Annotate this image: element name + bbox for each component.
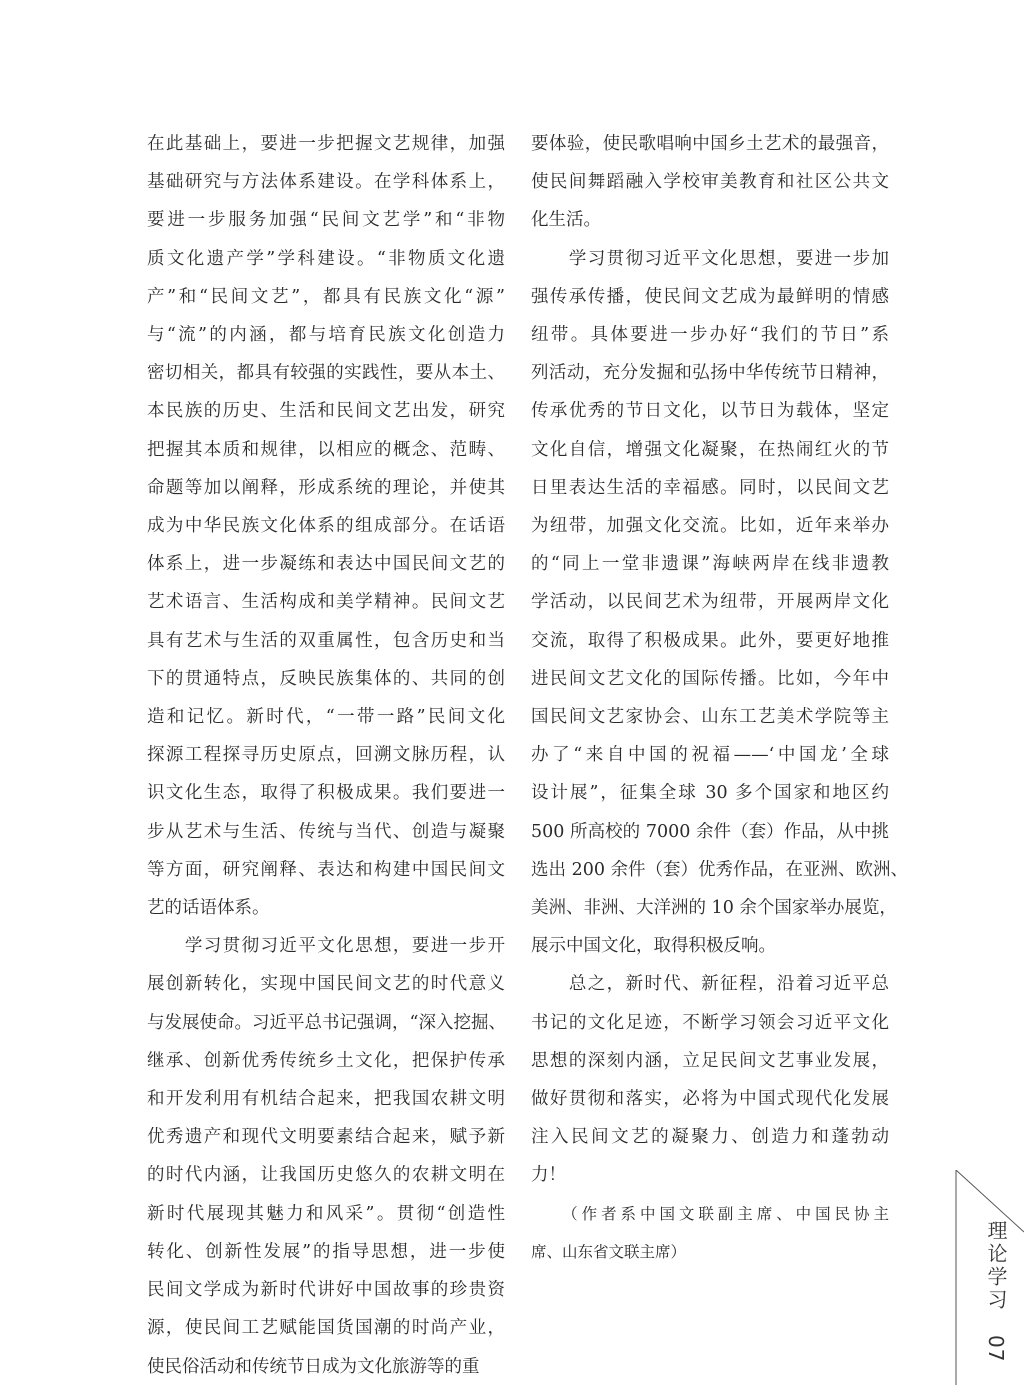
text-line: 继承、创新优秀传统乡土文化，把保护传承 [147,1050,505,1071]
text-line: 体系上，进一步凝练和表达中国民间文艺的 [147,554,505,575]
text-line: 要体验，使民歌唱响中国乡土艺术的最强音， [531,134,889,154]
author-byline-line: 席、山东省文联主席） [531,1242,687,1261]
text-line: 纽带。具体要进一步办好“我们的节日”系 [531,325,889,346]
text-line: 强传承传播，使民间文艺成为最鲜明的情感 [531,286,889,307]
text-line: 优秀遗产和现代文明要素结合起来，赋予新 [147,1127,505,1148]
text-line: 质文化遗产学”学科建设。“非物质文化遗 [147,248,505,269]
right-column [531,125,909,1271]
text-line: 造和记忆。新时代，“一带一路”民间文化 [147,707,505,728]
left-column [147,125,505,1386]
page-number: 07 [984,1335,1008,1363]
text-line: 办了“来自中国的祝福——‘中国龙’全球 [531,745,889,766]
text-line: 使民俗活动和传统节日成为文化旅游等的重 [147,1356,480,1377]
text-line: 识文化生态，取得了积极成果。我们要进一 [147,783,505,804]
text-line: 学习贯彻习近平文化思想，要进一步开 [147,936,505,957]
text-line: 思想的深刻内涵，立足民间文艺事业发展， [531,1050,889,1071]
text-line: 转化、创新性发展”的指导思想，进一步使 [147,1241,505,1262]
text-line: 学活动，以民间艺术为纽带，开展两岸文化 [531,592,889,613]
text-line: 学习贯彻习近平文化思想，要进一步加 [531,248,889,269]
text-line: 艺的话语体系。 [147,898,270,919]
text-line: 总之，新时代、新征程，沿着习近平总 [531,974,889,995]
text-line: 展创新转化，实现中国民间文艺的时代意义 [147,974,505,995]
text-line: 把握其本质和规律，以相应的概念、范畴、 [147,439,505,460]
text-line: 为纽带，加强文化交流。比如，近年来举办 [531,516,889,537]
text-line: 新时代展现其魅力和风采”。贯彻“创造性 [147,1203,505,1224]
text-line: 进民间文艺文化的国际传播。比如，今年中 [531,668,889,689]
text-line: 与发展使命。习近平总书记强调，“深入挖掘、 [147,1012,506,1033]
text-line: 传承优秀的节日文化，以节日为载体，坚定 [531,401,889,422]
text-line: 展示中国文化，取得积极反响。 [531,936,776,957]
text-line: 的“同上一堂非遗课”海峡两岸在线非遗教 [531,554,889,575]
text-line: 密切相关，都具有较强的实践性，要从本土、 [147,363,505,384]
text-line: 命题等加以阐释，形成系统的理论，并使其 [147,477,505,498]
text-line: 步从艺术与生活、传统与当代、创造与凝聚 [147,821,505,842]
text-line: 艺术语言、生活构成和美学精神。民间文艺 [147,592,505,613]
text-line: 注入民间文艺的凝聚力、创造力和蓬勃动 [531,1127,889,1148]
tab-label [971,1220,1011,1363]
text-line: 产”和“民间文艺”，都具有民族文化“源” [147,286,505,307]
author-byline-line: （作者系中国文联副主席、中国民协主 [531,1204,889,1223]
text-line: 具有艺术与生活的双重属性，包含历史和当 [147,630,505,651]
text-line: 基础研究与方法体系建设。在学科体系上， [147,172,505,193]
section-title: 理论学习 [984,1220,1008,1312]
text-line: 国民间文艺家协会、山东工艺美术学院等主 [531,707,889,728]
text-line: 本民族的历史、生活和民间文艺出发，研究 [147,401,505,422]
text-line: 等方面，研究阐释、表达和构建中国民间文 [147,859,505,880]
text-line: 源，使民间工艺赋能国货国潮的时尚产业， [147,1318,505,1339]
text-line: 和开发利用有机结合起来，把我国农耕文明 [147,1089,505,1110]
text-line: 设计展”，征集全球 30 多个国家和地区约 [531,783,889,804]
text-line: 列活动，充分发掘和弘扬中华传统节日精神， [531,363,889,384]
text-line: 做好贯彻和落实，必将为中国式现代化发展 [531,1089,889,1110]
text-line: 成为中华民族文化体系的组成部分。在话语 [147,516,505,537]
text-line: 日里表达生活的幸福感。同时，以民间文艺 [531,477,889,498]
text-line: 力！ [531,1165,566,1186]
text-line: 文化自信，增强文化凝聚，在热闹红火的节 [531,439,889,460]
text-line: 交流，取得了积极成果。此外，要更好地推 [531,630,889,651]
text-line: 书记的文化足迹，不断学习领会习近平文化 [531,1012,889,1033]
text-line: 使民间舞蹈融入学校审美教育和社区公共文 [531,172,889,193]
text-line: 下的贯通特点，反映民族集体的、共同的创 [147,668,505,689]
text-line: 要进一步服务加强“民间文艺学”和“非物 [147,210,505,231]
text-line: 化生活。 [531,210,601,231]
text-line: 民间文学成为新时代讲好中国故事的珍贵资 [147,1280,505,1301]
text-line: 选出 200 余件（套）优秀作品，在亚洲、欧洲、 [531,859,909,880]
text-line: 探源工程探寻历史原点，回溯文脉历程，认 [147,745,505,766]
text-line: 在此基础上，要进一步把握文艺规律，加强 [147,134,505,154]
text-line: 美洲、非洲、大洋洲的 10 余个国家举办展览， [531,898,897,919]
text-line: 与“流”的内涵，都与培育民族文化创造力 [147,325,505,346]
text-line: 500 所高校的 7000 余件（套）作品，从中挑 [531,821,889,842]
section-tab [955,1170,1024,1385]
text-line: 的时代内涵，让我国历史悠久的农耕文明在 [147,1165,505,1186]
